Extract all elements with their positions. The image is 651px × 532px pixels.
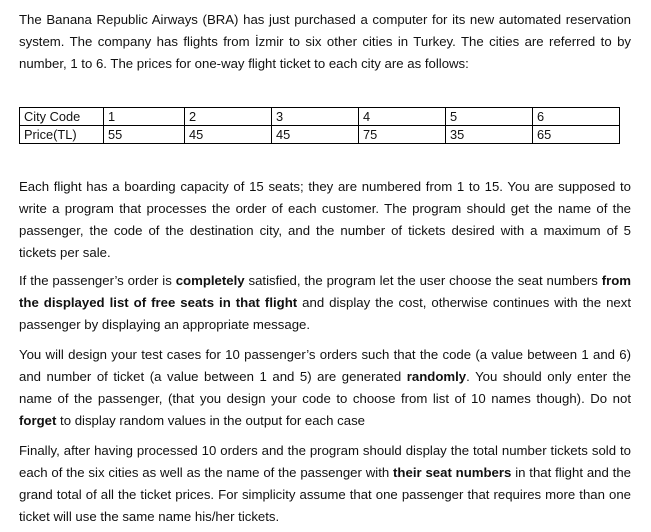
testcase-bold-forget: forget — [19, 413, 57, 428]
city-code-label: City Code — [20, 108, 104, 126]
city-code-cell: 1 — [104, 108, 185, 126]
order-bold-free-seats: from the displayed list of free seats in that flight — [19, 273, 631, 310]
order-text-3: and display the cost, otherwise continues with the next passenger by displaying an appropriate message. — [19, 295, 631, 332]
city-code-cell: 3 — [272, 108, 359, 126]
price-row — [20, 126, 620, 144]
city-code-row — [20, 108, 620, 126]
summary-bold-seat-numbers: their seat numbers — [393, 465, 512, 480]
city-code-cell: 5 — [446, 108, 533, 126]
testcase-text-2: . You should only enter the name of the passenger, (that you design your code to choose from list of 10 names though). Do not — [19, 369, 631, 406]
summary-paragraph — [19, 440, 631, 528]
price-label: Price(TL) — [20, 126, 104, 144]
testcase-paragraph — [19, 344, 631, 432]
order-text-2: satisfied, the program let the user choose the seat numbers — [244, 273, 602, 288]
price-table — [19, 107, 620, 144]
price-cell: 65 — [533, 126, 620, 144]
price-cell: 45 — [185, 126, 272, 144]
price-cell: 55 — [104, 126, 185, 144]
testcase-text-1: You will design your test cases for 10 passenger’s orders such that the code (a value between 1 and 6) and number of ticket (a value between 1 and 5) are generated — [19, 347, 631, 384]
city-code-cell: 4 — [359, 108, 446, 126]
order-paragraph — [19, 270, 631, 336]
order-bold-completely: completely — [175, 273, 245, 288]
order-text-1: If the passenger’s order is — [19, 273, 176, 288]
intro-paragraph: The Banana Republic Airways (BRA) has just purchased a computer for its new automated reservation system. The company has flights from İzmir to six other cities in Turkey. The cities are referred to by number, 1 to 6. The prices for one-way flight ticket to each city are as follows: — [19, 12, 631, 71]
city-code-cell: 6 — [533, 108, 620, 126]
price-cell: 35 — [446, 126, 533, 144]
capacity-paragraph: Each flight has a boarding capacity of 15 seats; they are numbered from 1 to 15. You are supposed to write a program that processes the order of each customer. The program should get the name of the passenger, the code of the destination city, and the number of tickets desired with a maximum of 5 tickets per sale. — [19, 179, 631, 260]
summary-text-1: Finally, after having processed 10 orders and the program should display the total number tickets sold to each of the six cities as well as the name of the passenger with — [19, 443, 631, 480]
summary-text-2: in that flight and the grand total of all the ticket prices. For simplicity assume that one passenger that requires more than one ticket will use the same name his/her tickets. — [19, 465, 631, 524]
price-cell: 45 — [272, 126, 359, 144]
city-code-cell: 2 — [185, 108, 272, 126]
testcase-bold-randomly: randomly — [406, 369, 467, 384]
price-cell: 75 — [359, 126, 446, 144]
testcase-text-3: to display random values in the output for each case — [56, 413, 365, 428]
